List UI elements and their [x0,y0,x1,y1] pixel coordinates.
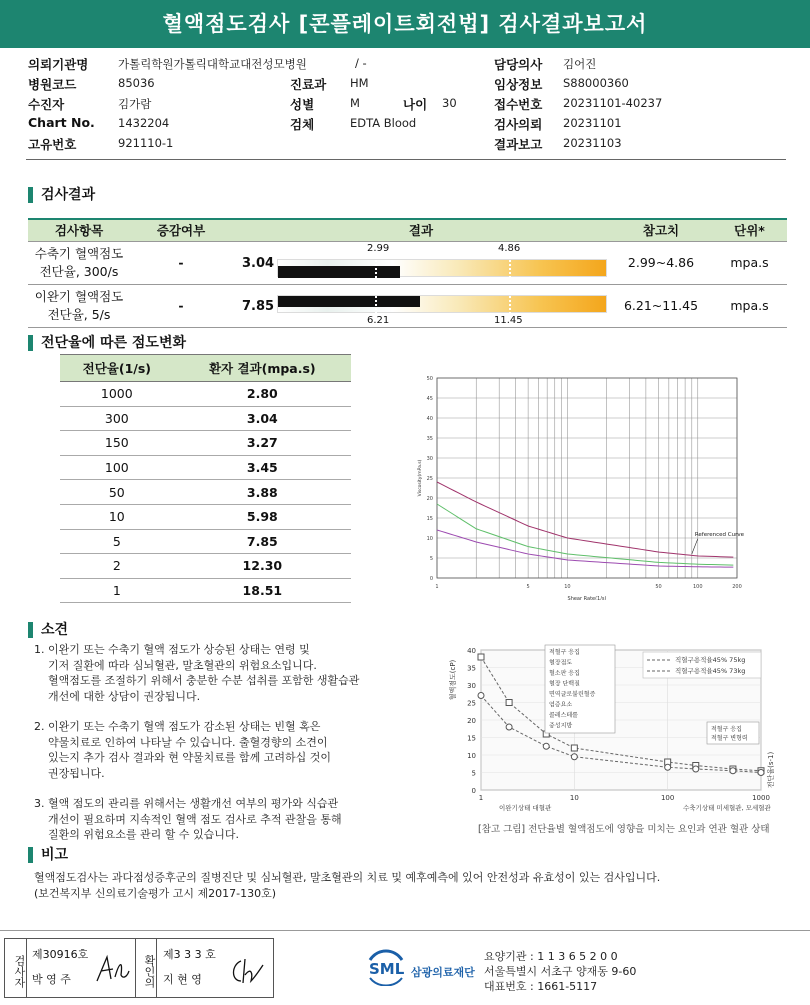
gauge-high-marker [509,260,511,278]
gauge-high-label: 4.86 [498,242,521,254]
x-tick-label: 100 [660,794,675,802]
x-axis-note-left: 이완기상태 대혈관 [499,804,552,812]
y-tick-label: 15 [426,516,433,522]
confirm-name: 지 현 영 [163,973,202,986]
result-cell [232,284,610,327]
info-divider [26,159,786,160]
shear-result: 7.85 [174,529,351,554]
results-header: 증감여부 [130,219,232,241]
x-axis-label: Shear Rate(1/s) [567,596,607,600]
confirm-signature [227,953,267,987]
annotation-label: Referenced Curve [694,532,745,538]
series-line [437,504,733,565]
opinion-line: 기저 질환에 따라 심뇌혈관, 말초혈관의 위험요소입니다. [48,658,317,672]
series-line [437,482,733,557]
info-label: 담당의사 [494,57,543,72]
info-label: 결과보고 [494,137,543,152]
x-tick-label: 200 [732,584,742,590]
org-info [484,949,636,994]
factor-label: 면역글로불린혈증 [549,691,596,698]
examiner-signature [93,953,133,987]
results-row [28,284,787,327]
shear-row [60,578,351,603]
opinion-line: 혈액점도를 조절하기 위해서 충분한 수분 섭취를 포함한 생활습관 [48,674,360,687]
y-tick-label: 40 [426,416,433,422]
shear-header: 환자 결과(mpa.s) [174,355,351,382]
info-value: 20231101 [563,116,622,130]
factor-label: 적혈구 응집 [549,649,580,656]
shear-result: 3.27 [174,431,351,456]
result-unit: mpa.s [712,284,787,327]
x-tick-label: 1 [478,794,484,802]
opinion-section-title: 소견 [28,622,68,638]
x-tick-label: 1000 [752,794,770,802]
factor-label: 혈소판 응집 [549,670,580,677]
shear-result: 3.88 [174,480,351,505]
factor-box [545,645,615,733]
shear-result: 2.80 [174,382,351,407]
age-label: 나이 [403,97,428,112]
x-tick-label: 100 [692,584,703,590]
y-tick-label: 30 [426,456,433,462]
shear-rate: 1 [60,578,174,603]
y-tick-label: 40 [467,647,476,655]
opinion-line: 2. 이완기 또는 수축기 혈액 점도가 감소된 상태는 빈혈 혹은 [34,720,321,733]
data-point [758,770,764,776]
data-point [543,743,549,749]
info-value: S88000360 [563,76,629,90]
info-label: Chart No. [28,115,95,130]
dept-value: HM [350,76,369,90]
reference-chart [435,640,785,840]
results-row [28,241,787,284]
remarks-line: 혈액점도검사는 과다점성증후군의 질병진단 및 심뇌혈관, 말초혈관의 치료 및 예후예측에 있어 안전성과 유효성이 있는 검사입니다. [34,871,661,884]
factor-label: 중성지방 [549,722,573,730]
remarks [34,870,794,901]
shear-result: 18.51 [174,578,351,603]
shear-table [60,354,351,603]
gauge-high-label: 11.45 [494,314,523,326]
annotation-pointer [692,539,698,554]
result-item-line: 전단율, 5/s [47,306,111,322]
y-tick-label: 35 [467,664,476,673]
org-phone: 대표번호 : 1661-5117 [484,980,598,993]
data-point [506,724,512,730]
info-label: 접수번호 [494,97,543,112]
info-label: 병원코드 [28,77,77,92]
result-item-line: 이완기 혈액점도 [34,288,124,304]
info-label: 임상정보 [494,77,543,92]
y-tick-label: 10 [467,752,476,760]
y-tick-label: 35 [426,436,433,442]
result-ref: 2.99~4.86 [610,241,712,284]
x-tick-label: 5 [526,584,530,590]
brand-logo [366,946,475,986]
info-value: 85036 [118,76,155,90]
shear-row [60,554,351,579]
shear-result: 12.30 [174,554,351,579]
y-axis-label: 혈액점도(cP) [449,659,457,701]
result-value: 7.85 [242,298,275,314]
opinion-item [34,642,434,704]
signature-box [4,938,274,998]
result-item-line: 수축기 혈액점도 [34,245,124,261]
shear-result: 3.04 [174,406,351,431]
shear-rate: 100 [60,455,174,480]
opinion-line: 약물치료로 인하여 나타날 수 있습니다. 출혈경향의 소견이 [48,735,328,749]
info-label: 의뢰기관명 [28,57,89,72]
brand-name: 삼광의료재단 [411,966,475,979]
opinion-line: 1. 이완기 또는 수축기 혈액 점도가 상승된 상태는 연령 및 [34,643,310,656]
info-value: 김가람 [118,97,152,111]
specimen-label: 검체 [290,117,315,132]
opinion-item [34,719,434,781]
result-gauge-fill [278,266,400,278]
shear-header-row [60,355,351,382]
y-tick-label: 25 [426,476,433,482]
info-value: 가톨릭학원가톨릭대학교대전성모병원 [118,57,307,71]
factor-label: 적혈구 변형력 [711,735,748,742]
shear-rate: 10 [60,504,174,529]
factor-label: 혈장 단백질 [549,680,580,688]
data-point [478,654,484,660]
y-tick-label: 50 [426,376,433,382]
shear-rate: 5 [60,529,174,554]
y-tick-label: 25 [467,699,476,708]
y-tick-label: 20 [426,496,433,502]
age-value: 30 [442,96,457,110]
result-change: - [130,241,232,284]
y-tick-label: 5 [429,556,433,562]
result-item [28,241,130,284]
factor-label: 혈장점도 [549,659,573,667]
shear-row [60,431,351,456]
y-tick-label: 30 [467,682,476,690]
shear-row [60,529,351,554]
shear-rate: 1000 [60,382,174,407]
y-tick-label: 5 [471,769,476,778]
sex-label: 성별 [290,97,315,112]
shear-header: 전단율(1/s) [60,355,174,382]
info-value: 20231103 [563,136,622,150]
footer-divider [0,930,810,931]
data-point [665,764,671,770]
result-unit: mpa.s [712,241,787,284]
series-line [437,530,733,567]
shear-rate: 300 [60,406,174,431]
result-value: 3.04 [242,255,275,271]
x-tick-label: 10 [569,794,579,802]
confirm-number: 제3 3 3 호 [163,948,216,961]
gauge-low-marker [375,260,377,278]
shear-rate: 150 [60,431,174,456]
shear-result: 5.98 [174,504,351,529]
report-title: 혈액점도검사 [콘플레이트회전법] 검사결과보고서 [0,0,810,48]
results-section-title: 검사결과 [28,187,95,203]
opinion-line: 3. 혈액 점도의 관리를 위해서는 생활개선 여부의 평가와 식습관 [34,797,339,810]
examiner-label: 검사자 [5,939,27,997]
opinion-line: 개선이 필요하며 지속적인 혈액 점도 검사로 추적 관찰을 통해 [48,812,342,826]
data-point [571,754,577,760]
opinion-line: 권장됩니다. [48,766,105,780]
shear-row [60,504,351,529]
result-item-line: 전단율, 300/s [39,263,119,279]
opinion-line: 있는지 추가 검사 결과와 현 약물치료를 함께 고려하십 것이 [48,751,331,764]
specimen-value: EDTA Blood [350,116,417,130]
y-tick-label: 20 [467,717,476,725]
chart-caption: [참고 그림] 전단율별 혈액점도에 영향을 미치는 요인과 연관 혈관 상태 [478,824,770,835]
brand-mark: SML [369,960,405,978]
gauge-low-label: 2.99 [367,242,390,254]
shear-rate: 50 [60,480,174,505]
results-header-row [28,219,787,241]
data-point [693,766,699,772]
shear-section-title: 전단율에 따른 점도변화 [28,335,186,351]
sex-value: M [350,96,360,110]
opinion-line: 개선에 대한 상담이 권장됩니다. [48,689,201,703]
factor-label: 염증요소 [549,701,573,709]
result-ref: 6.21~11.45 [610,284,712,327]
org-address: 서울특별시 서초구 양재동 9-60 [484,965,637,978]
org-code: 요양기관 : 1 1 3 6 5 2 0 0 [484,950,618,963]
remarks-line: (보건복지부 신의료기술평가 고시 제2017-130호) [34,886,277,900]
result-item [28,284,130,327]
viscosity-chart [415,370,745,600]
shear-row [60,382,351,407]
data-point [730,768,736,774]
factor-label: 적혈구 응집 [711,726,742,733]
info-value: 921110-1 [118,136,174,150]
result-gauge [277,295,607,313]
data-point [571,745,577,751]
result-change: - [130,284,232,327]
opinion-line: 질환의 위험요소를 관리 할 수 있습니다. [48,828,239,841]
results-header: 단위* [712,219,787,241]
opinion-item [34,796,434,843]
info-label: 고유번호 [28,137,77,152]
info-value: 20231101-40237 [563,96,663,110]
result-gauge-fill [278,296,420,307]
y-tick-label: 0 [429,576,433,582]
remarks-section-title: 비고 [28,847,68,863]
shear-rate: 2 [60,554,174,579]
shear-result: 3.45 [174,455,351,480]
shear-row [60,455,351,480]
results-header: 참고치 [610,219,712,241]
x-tick-label: 50 [655,584,662,590]
result-cell [232,241,610,284]
confirm-label: 확인의 [135,939,157,997]
examiner-name: 박 영 주 [32,973,71,986]
y-tick-label: 45 [426,396,433,402]
gauge-low-marker [375,296,377,314]
info-label: 수진자 [28,97,65,112]
y-axis-label: Viscosity(mPa.s) [418,459,423,497]
shear-row [60,406,351,431]
results-header: 결과 [232,219,610,241]
shear-row [60,480,351,505]
opinion-list [34,642,434,858]
results-header: 검사항목 [28,219,130,241]
legend-label: 직혈구용적율45% 73kg [675,667,746,675]
info-value: 김어진 [563,57,597,71]
examiner-number: 제30916호 [32,948,89,961]
gauge-low-label: 6.21 [367,314,390,326]
data-point [478,693,484,699]
y-axis-label-right: 전단율(s-1) [767,751,775,789]
results-table [28,218,787,328]
result-gauge [277,259,607,277]
ward-separator: / - [355,56,367,70]
legend-label: 직혈구용적율45% 75kg [675,656,746,664]
x-tick-label: 10 [564,584,571,590]
x-tick-label: 1 [435,584,439,590]
x-axis-note-right: 수축기상태 미세혈관, 모세혈관 [683,804,771,812]
dept-label: 진료과 [290,77,327,92]
factor-label: 콜레스테롤 [549,712,578,719]
y-tick-label: 0 [471,787,476,795]
info-label: 검사의뢰 [494,117,543,132]
info-value: 1432204 [118,116,170,130]
gauge-high-marker [509,296,511,314]
y-tick-label: 15 [467,734,476,743]
y-tick-label: 10 [426,536,433,542]
data-point [506,700,512,706]
